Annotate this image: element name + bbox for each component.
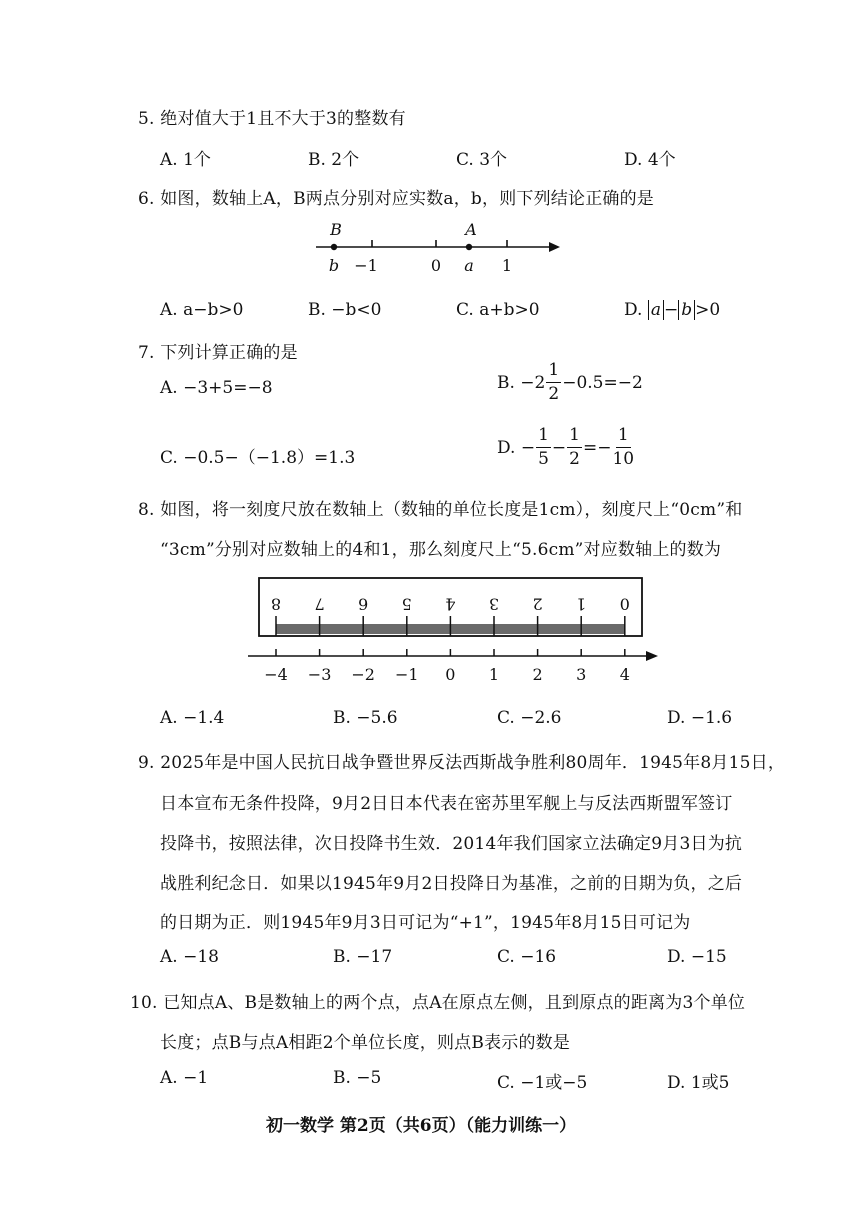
question-7-stem: 7. 下列计算正确的是 bbox=[138, 343, 298, 363]
question-5-option-d: D. 4个 bbox=[624, 150, 676, 170]
question-6-option-a: A. a−b>0 bbox=[160, 300, 244, 320]
axis-label: −1 bbox=[395, 665, 419, 684]
axis-label: −4 bbox=[264, 665, 288, 684]
question-10-option-a: A. −1 bbox=[160, 1068, 209, 1088]
question-9-line-1: 9. 2025年是中国人民抗日战争暨世界反法西斯战争胜利80周年．1945年8月15日， bbox=[138, 753, 786, 773]
question-6-stem: 6. 如图，数轴上A，B两点分别对应实数a，b，则下列结论正确的是 bbox=[138, 189, 655, 209]
tick-label-minus-1: −1 bbox=[354, 256, 378, 275]
ruler-label: 2 bbox=[532, 594, 543, 614]
point-a-label: A bbox=[465, 220, 477, 239]
fraction-numerator: 1 bbox=[546, 362, 561, 383]
fraction-one-half bbox=[567, 427, 582, 468]
question-5-stem: 5. 绝对值大于1且不大于3的整数有 bbox=[138, 109, 406, 129]
axis-arrow bbox=[646, 651, 658, 661]
page-footer: 初一数学 第2页（共6页）（能力训练一） bbox=[266, 1116, 577, 1136]
axis-label: 4 bbox=[619, 665, 630, 684]
fraction-denominator: 2 bbox=[548, 384, 560, 404]
abs-a: a bbox=[648, 300, 664, 320]
option-d-minus: − bbox=[663, 300, 679, 320]
point-a-dot bbox=[466, 244, 472, 250]
question-8-option-b: B. −5.6 bbox=[333, 708, 398, 728]
question-7-option-d bbox=[497, 427, 635, 468]
ruler-label: 4 bbox=[445, 594, 456, 614]
question-7-option-b bbox=[497, 362, 643, 403]
ruler-label: 7 bbox=[314, 594, 325, 614]
question-9-line-2: 日本宣布无条件投降，9月2日日本代表在密苏里军舰上与反法西斯盟军签订 bbox=[160, 794, 733, 814]
axis-label: 2 bbox=[532, 665, 543, 684]
question-7-option-c: C. −0.5−（−1.8）=1.3 bbox=[160, 448, 356, 468]
fraction-numerator: 1 bbox=[616, 427, 631, 448]
fraction-denominator: 5 bbox=[538, 449, 549, 469]
fraction-one-half bbox=[546, 362, 561, 403]
ruler-label: 0 bbox=[619, 594, 630, 614]
axis-label: 1 bbox=[488, 665, 500, 684]
axis-label: 0 bbox=[445, 665, 456, 684]
question-9-line-5: 的日期为正．则1945年9月3日可记为“+1”，1945年8月15日可记为 bbox=[160, 913, 691, 933]
tick-label-0: 0 bbox=[430, 256, 442, 275]
option-d-minus: − bbox=[551, 437, 567, 458]
question-10-line-1: 10. 已知点A、B是数轴上的两个点，点A在原点左侧，且到原点的距离为3个单位 bbox=[130, 993, 746, 1013]
question-9-option-d: D. −15 bbox=[667, 947, 727, 967]
axis-label: −2 bbox=[351, 665, 375, 684]
axis-labels bbox=[264, 665, 630, 684]
question-6-option-c: C. a+b>0 bbox=[456, 300, 540, 320]
tick-label-1: 1 bbox=[501, 256, 513, 275]
fraction-numerator: 1 bbox=[536, 427, 551, 448]
abs-b: b bbox=[678, 300, 695, 320]
question-8-option-a: A. −1.4 bbox=[160, 708, 225, 728]
question-9-option-a: A. −18 bbox=[160, 947, 219, 967]
axis-ticks bbox=[276, 649, 625, 656]
axis-label: 3 bbox=[576, 665, 587, 684]
question-8-option-c: C. −2.6 bbox=[497, 708, 562, 728]
question-8-stem-line-1: 8. 如图，将一刻度尺放在数轴上（数轴的单位长度是1cm），刻度尺上“0cm”和 bbox=[138, 500, 743, 520]
question-9-line-3: 投降书，按照法律，次日投降书生效．2014年我们国家立法确定9月3日为抗 bbox=[160, 834, 743, 854]
axis-label: −3 bbox=[307, 665, 332, 684]
question-5-option-b: B. 2个 bbox=[308, 150, 360, 170]
question-8-ruler-figure bbox=[240, 572, 670, 687]
question-10-line-2: 长度；点B与点A相距2个单位长度，则点B表示的数是 bbox=[160, 1033, 571, 1053]
question-5-option-c: C. 3个 bbox=[456, 150, 508, 170]
question-8-stem-line-2: “3cm”分别对应数轴上的4和1，那么刻度尺上“5.6cm”对应数轴上的数为 bbox=[160, 540, 722, 560]
option-d-prefix: D. − bbox=[497, 437, 536, 458]
question-6-option-d bbox=[624, 300, 720, 320]
fraction-denominator: 10 bbox=[612, 449, 635, 469]
option-b-prefix: B. −2 bbox=[497, 372, 546, 393]
question-5-option-a: A. 1个 bbox=[160, 150, 211, 170]
fraction-one-fifth bbox=[536, 427, 551, 468]
var-b-label: b bbox=[328, 256, 340, 275]
ruler-label: 1 bbox=[576, 594, 587, 614]
question-9-option-b: B. −17 bbox=[333, 947, 393, 967]
fraction-denominator: 2 bbox=[569, 449, 580, 469]
option-d-equals: =− bbox=[582, 437, 612, 458]
ruler-label: 3 bbox=[488, 594, 500, 614]
point-b-label: B bbox=[330, 220, 342, 239]
ruler-label: 5 bbox=[401, 594, 412, 614]
question-7-option-a: A. −3+5=−8 bbox=[160, 378, 273, 398]
question-10-option-c: C. −1或−5 bbox=[497, 1073, 588, 1093]
question-8-option-d: D. −1.6 bbox=[667, 708, 733, 728]
question-9-line-4: 战胜利纪念日．如果以1945年9月2日投降日为基准，之前的日期为负，之后 bbox=[160, 874, 743, 894]
option-b-suffix: −0.5=−2 bbox=[562, 372, 643, 393]
fraction-one-tenth bbox=[612, 427, 634, 468]
axis-arrow bbox=[549, 242, 560, 252]
ruler-label: 6 bbox=[358, 594, 369, 614]
var-a-label: a bbox=[464, 256, 474, 275]
question-9-option-c: C. −16 bbox=[497, 947, 557, 967]
question-10-option-b: B. −5 bbox=[333, 1068, 382, 1088]
point-b-dot bbox=[331, 244, 337, 250]
option-d-suffix: >0 bbox=[695, 300, 721, 320]
question-6-option-b: B. −b<0 bbox=[308, 300, 382, 320]
question-10-option-d: D. 1或5 bbox=[667, 1073, 730, 1093]
ruler-label: 8 bbox=[270, 594, 282, 614]
option-d-prefix: D. bbox=[624, 300, 643, 320]
question-6-number-line bbox=[300, 215, 570, 285]
fraction-numerator: 1 bbox=[567, 427, 582, 448]
